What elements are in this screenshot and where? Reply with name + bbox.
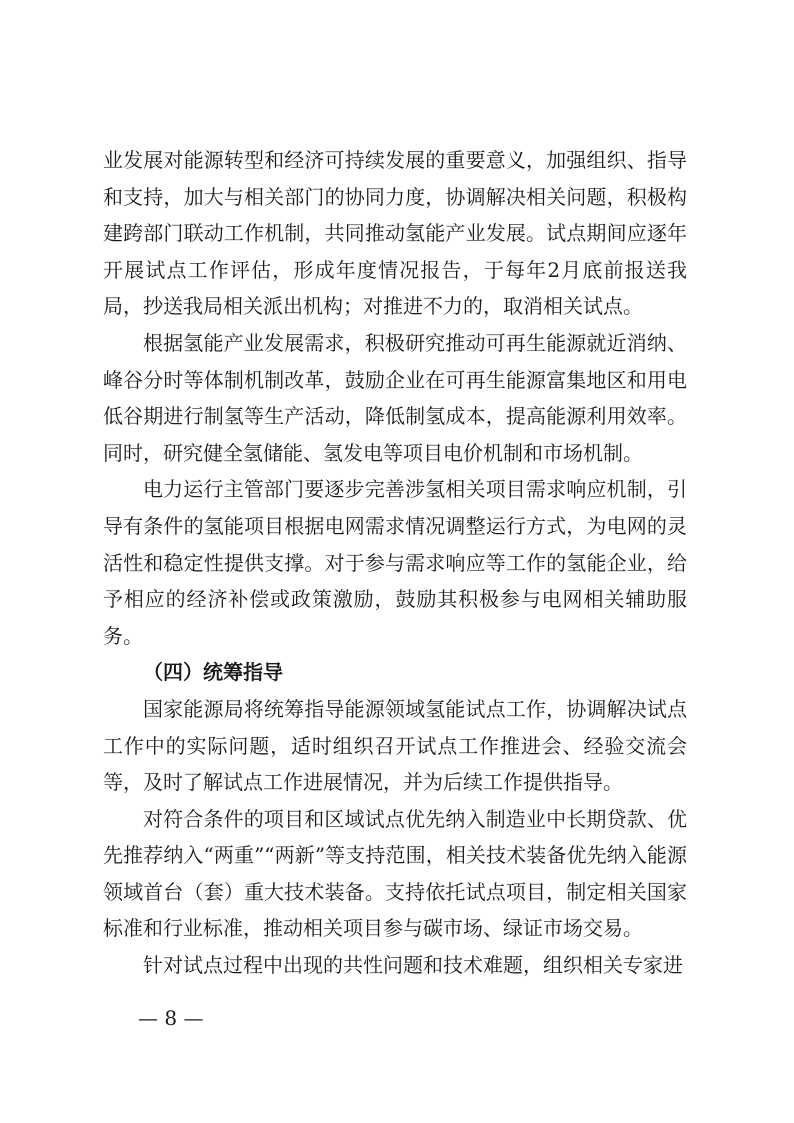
paragraph-guidance: 国家能源局将统筹指导能源领域氢能试点工作，协调解决试点工作中的实际问题，适时组织召开试点工作推进会、经验交流会等，及时了解试点工作进展情况，并为后续工作提供指导。 xyxy=(103,696,687,795)
paragraph-continuation: 业发展对能源转型和经济可持续发展的重要意义，加强组织、指导和支持，加大与相关部门的协同力度，协调解决相关问题，积极构建跨部门联动工作机制，共同推动氢能产业发展。试点期间应逐年开展试点工作评估，形成年度情况报告，于每年2月底前报送我局，抄送我局相关派出机构；对推进不力的，取消相关试点。 xyxy=(103,148,687,319)
section-heading: （四）统筹指导 xyxy=(143,660,283,685)
paragraph-demand-response: 电力运行主管部门要逐步完善涉氢相关项目需求响应机制，引导有条件的氢能项目根据电网需求情况调整运行方式，为电网的灵活性和稳定性提供支撑。对于参与需求响应等工作的氢能企业，给予相应的经济补偿或政策激励，鼓励其积极参与电网相关辅助服务。 xyxy=(103,477,687,648)
paragraph-expert-organization: 针对试点过程中出现的共性问题和技术难题，组织相关专家进 xyxy=(143,953,683,978)
page-number: — 8 — xyxy=(138,1006,204,1030)
document-body xyxy=(103,142,687,984)
paragraph-electricity-price: 根据氢能产业发展需求，积极研究推动可再生能源就近消纳、峰谷分时等体制机制改革，鼓励企业在可再生能源富集地区和用电低谷期进行制氢等生产活动，降低制氢成本，提高能源利用效率。同时，研究健全氢储能、氢发电等项目电价机制和市场机制。 xyxy=(103,330,687,465)
paragraph-support-policy: 对符合条件的项目和区域试点优先纳入制造业中长期贷款、优先推荐纳入“两重”“两新”等支持范围，相关技术装备优先纳入能源领域首台（套）重大技术装备。支持依托试点项目，制定相关国家标准和行业标准，推动相关项目参与碳市场、绿证市场交易。 xyxy=(103,806,687,941)
